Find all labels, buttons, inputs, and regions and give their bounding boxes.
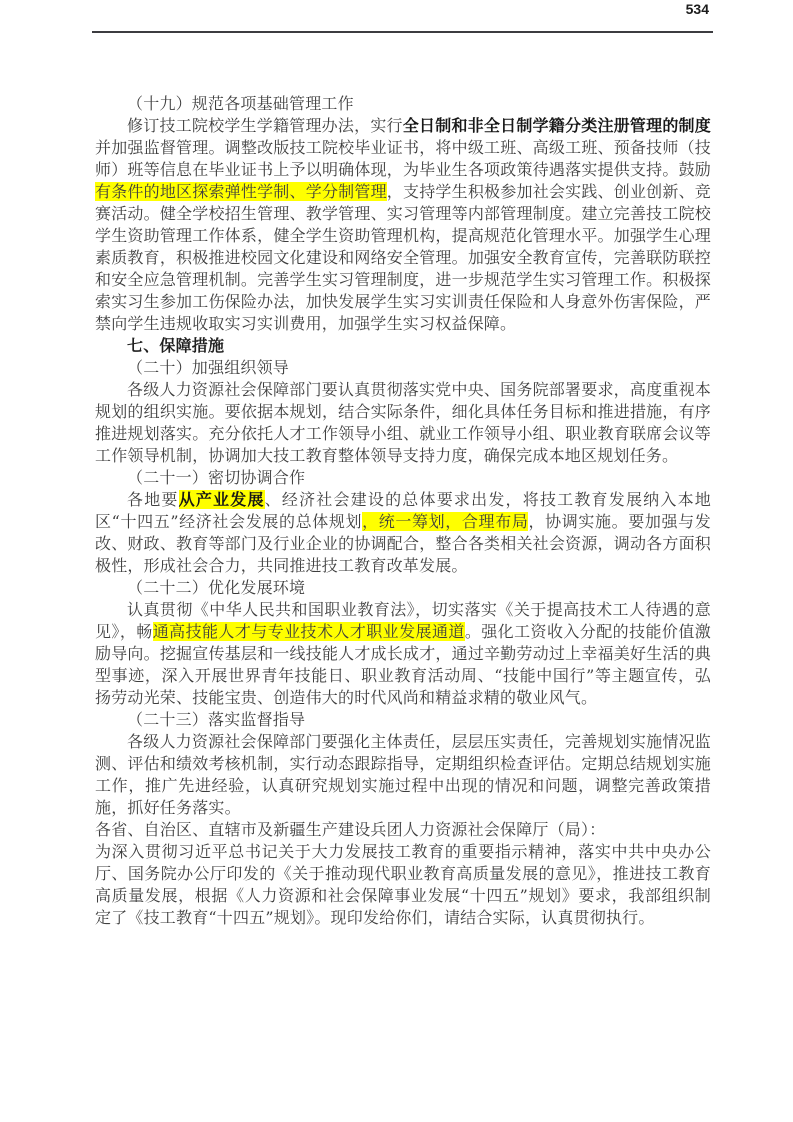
paragraph-section-22 — [95, 599, 711, 709]
paragraph-section-19 — [95, 115, 711, 335]
paragraph-section-20 — [95, 379, 711, 467]
text-run: ，协调实施。要加强与发改、财政、教育等部门及行业企业的协调配合，整合各类相关社会资源，调动各方面积极性，形成社会合力，共同推进技工教育改革发展。 — [95, 512, 711, 575]
section-heading-22: （二十二）优化发展环境 — [127, 578, 306, 597]
text-run: 并加强监督管理。调整改版技工院校毕业证书，将中级工班、高级工班、预备技师（技师）班等信息在毕业证书上予以明确体现，为毕业生各项政策待遇落实提供支持。鼓励 — [95, 138, 711, 179]
chapter-heading-7: 七、保障措施 — [127, 336, 225, 355]
address-line: 各省、自治区、直辖市及新疆生产建设兵团人力资源社会保障厅（局）： — [95, 820, 606, 839]
text-run: 认真贯彻《中华人民共和国职业教育法》，切实落实《关于提高技术工人待遇的意见》，畅 — [95, 600, 711, 641]
section-heading-20: （二十）加强组织领导 — [127, 358, 290, 377]
highlighted-text-run: 有条件的地区探索弹性学制、学分制管理 — [95, 182, 387, 201]
text-run: 各级人力资源社会保障部门要强化主体责任，层层压实责任，完善规划实施情况监测、评估和绩效考核机制，实行动态跟踪指导，定期组织检查评估。定期总结规划实施工作，推广先进经验，认真研究规划实施过程中出现的情况和问题，调整完善政策措施，抓好任务落实。 — [95, 732, 711, 817]
text-run: 各地要 — [127, 490, 179, 509]
section-heading-21: （二十一）密切协调合作 — [127, 468, 306, 487]
text-run: 各级人力资源社会保障部门要认真贯彻落实党中央、国务院部署要求，高度重视本规划的组织实施。要依据本规划，结合实际条件，细化具体任务目标和推进措施，有序推进规划落实。充分依托人才工作领导小组、就业工作领导小组、职业教育联席会议等工作领导机制，协调加大技工教育整体领导支持力度，确保完成本地区规划任务。 — [95, 380, 711, 465]
header-rule — [92, 31, 713, 33]
text-run: ，支持学生积极参加社会实践、创业创新、竞赛活动。健全学校招生管理、教学管理、实习管理等内部管理制度。建立完善技工院校学生资助管理工作体系，健全学生资助管理机构，提高规范化管理水平。加强学生心理素质教育，积极推进校园文化建设和网络安全管理。加强安全教育宣传，完善联防联控和安全应急管理机制。完善学生实习管理制度，进一步规范学生实习管理工作。积极探索实习生参加工伤保险办法，加快发展学生实习实训责任保险和人身意外伤害保险，严禁向学生违规收取实习实训费用，加强学生实习权益保障。 — [95, 182, 711, 333]
highlighted-text-run: ，统一筹划，合理布局 — [362, 512, 529, 531]
text-run: 、经济社会建设的总体要求出发，将技工教育发展纳入本地区“十四五”经济社会发展的总体规划 — [95, 490, 711, 531]
text-run: 为深入贯彻习近平总书记关于大力发展技工教育的重要指示精神，落实中共中央办公厅、国务院办公厅印发的《关于推动现代职业教育高质量发展的意见》，推进技工教育高质量发展，根据《人力资源和社会保障事业发展“十四五”规划》要求，我部组织制定了《技工教育“十四五”规划》。现印发给你们，请结合实际，认真贯彻执行。 — [95, 842, 711, 927]
section-heading-23: （二十三）落实监督指导 — [127, 710, 306, 729]
bold-text-run: 全日制和非全日制学籍分类注册管理的制度 — [402, 116, 711, 135]
text-run: 修订技工院校学生学籍管理办法，实行 — [127, 116, 403, 135]
section-heading-19: （十九）规范各项基础管理工作 — [127, 94, 354, 113]
highlighted-text-run: 通高技能人才与专业技术人才职业发展通道 — [152, 622, 465, 641]
text-run: 。强化工资收入分配的技能价值激励导向。挖掘宣传基层和一线技能人才成长成才，通过辛勤劳动过上幸福美好生活的典型事迹，深入开展世界青年技能日、职业教育活动周、“技能中国行”等主题宣传，弘扬劳动光荣、技能宝贵、创造伟大的时代风尚和精益求精的敬业风气。 — [95, 622, 711, 707]
paragraph-section-23 — [95, 731, 711, 819]
bold-highlighted-text-run: 从产业发展 — [178, 490, 265, 509]
closing-paragraph — [95, 841, 711, 929]
page-number: 534 — [685, 1, 709, 17]
document-content — [95, 93, 711, 929]
paragraph-section-21 — [95, 489, 711, 577]
